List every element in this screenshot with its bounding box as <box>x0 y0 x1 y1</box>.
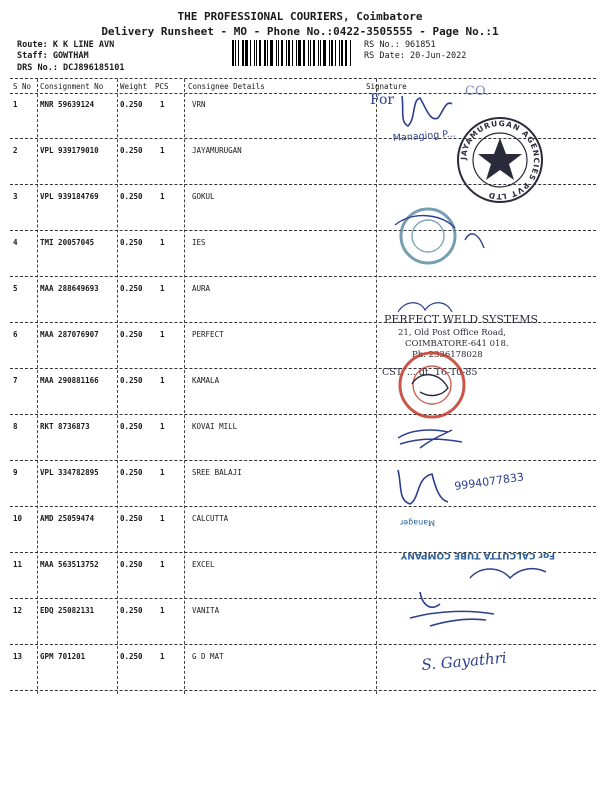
row1-for-text: For <box>370 92 395 108</box>
row8-signature <box>398 430 462 448</box>
row-pcs: 1 <box>160 606 165 615</box>
row-sno: 7 <box>13 376 18 385</box>
row-weight: 0.250 <box>120 284 143 293</box>
perfect-name: PERFECT WELD SYSTEMS <box>384 313 539 326</box>
perfect-phone: Ph. 2336178028 <box>412 350 483 360</box>
row-sno: 12 <box>13 606 23 615</box>
row-consignment-no: MNR 59639124 <box>40 100 95 109</box>
calcutta-company-text: For CALCUTTA TUBE COMPANY <box>400 550 555 560</box>
perfect-cst: CST. ... dt. 16-10-85 <box>382 367 478 378</box>
row-weight: 0.250 <box>120 606 143 615</box>
row1-designation: Managing P... <box>392 128 456 144</box>
row-weight: 0.250 <box>120 238 143 247</box>
jayamurugan-seal-text: JAYAMURUGAN AGENCIES PVT LTD <box>458 118 542 202</box>
runsheet-subtitle: Delivery Runsheet - MO - Phone No.:0422-3505555 - Page No.:1 <box>101 25 499 38</box>
rs-number: RS No.: 961851 <box>364 40 436 50</box>
row-pcs: 1 <box>160 192 165 201</box>
col-header-pcs: PCS <box>155 82 169 91</box>
row11-signature <box>470 569 546 578</box>
row-consignment-no: GPM 701201 <box>40 652 86 661</box>
row-sno: 11 <box>13 560 23 569</box>
row-consignment-no: MAA 563513752 <box>40 560 99 569</box>
row12-signature <box>410 592 494 626</box>
row-consignee: JAYAMURUGAN <box>192 146 242 155</box>
row-consignment-no: VPL 939179010 <box>40 146 99 155</box>
row-consignee: SREE BALAJI <box>192 468 242 477</box>
row-sno: 13 <box>13 652 23 661</box>
row-sno: 10 <box>13 514 23 523</box>
row-consignment-no: EDQ 25082131 <box>40 606 95 615</box>
col-header-consignment: Consignment No <box>40 82 104 91</box>
perfect-addr1: 21, Old Post Office Road, <box>398 328 506 338</box>
row-weight: 0.250 <box>120 146 143 155</box>
row-sno: 2 <box>13 146 18 155</box>
row-consignee: AURA <box>192 284 211 293</box>
col-header-consignee: Consignee Details <box>188 82 265 91</box>
row-pcs: 1 <box>160 284 165 293</box>
row-pcs: 1 <box>160 238 165 247</box>
drs-number: DRS No.: DCJ896185101 <box>17 63 125 73</box>
row-consignment-no: TMI 20057045 <box>40 238 95 247</box>
row9-phone: 9994077833 <box>453 470 525 493</box>
row-consignment-no: MAA 290881166 <box>40 376 99 385</box>
row-pcs: 1 <box>160 376 165 385</box>
jayamurugan-seal <box>458 118 542 202</box>
row-consignment-no: RKT 8736873 <box>40 422 90 431</box>
row-consignee: VANITA <box>192 606 220 615</box>
col-header-sno: S No <box>13 82 32 91</box>
row4-stamp <box>395 209 484 263</box>
company-title: THE PROFESSIONAL COURIERS, Coimbatore <box>177 10 423 23</box>
route-label: Route: K K LINE AVN <box>17 40 115 50</box>
row1-co-text: CO. <box>465 84 489 99</box>
perfect-addr2: COIMBATORE-641 018. <box>405 339 509 349</box>
staff-label: Staff: GOWTHAM <box>17 51 89 61</box>
row-pcs: 1 <box>160 652 165 661</box>
calcutta-manager-text: Manager <box>399 518 435 527</box>
row13-signature: S. Gayathri <box>420 648 508 674</box>
col-header-weight: Weight <box>120 82 148 91</box>
row-consignee: VRN <box>192 100 206 109</box>
row-sno: 8 <box>13 422 18 431</box>
row-weight: 0.250 <box>120 100 143 109</box>
row-consignee: G D MAT <box>192 652 224 661</box>
row-pcs: 1 <box>160 468 165 477</box>
row-consignee: GOKUL <box>192 192 215 201</box>
row-sno: 1 <box>13 100 18 109</box>
rs-date: RS Date: 20-Jun-2022 <box>364 51 467 61</box>
row-pcs: 1 <box>160 330 165 339</box>
col-header-signature: Signature <box>366 82 407 91</box>
row-sno: 5 <box>13 284 18 293</box>
row1-signature <box>402 96 452 126</box>
row-pcs: 1 <box>160 146 165 155</box>
perfect-weld-stamp <box>382 303 538 417</box>
row-weight: 0.250 <box>120 514 143 523</box>
row-consignee: IES <box>192 238 206 247</box>
row-sno: 3 <box>13 192 18 201</box>
calcutta-stamp <box>399 518 555 560</box>
row-weight: 0.250 <box>120 192 143 201</box>
row-weight: 0.250 <box>120 560 143 569</box>
row-consignee: EXCEL <box>192 560 215 569</box>
row-consignment-no: MAA 288649693 <box>40 284 99 293</box>
row-pcs: 1 <box>160 560 165 569</box>
row-consignment-no: AMD 25059474 <box>40 514 95 523</box>
row9-signature <box>398 470 448 504</box>
row-weight: 0.250 <box>120 652 143 661</box>
row-pcs: 1 <box>160 100 165 109</box>
row-consignee: PERFECT <box>192 330 224 339</box>
row-consignment-no: MAA 287076907 <box>40 330 99 339</box>
row-consignment-no: VPL 334782895 <box>40 468 99 477</box>
row-pcs: 1 <box>160 422 165 431</box>
row-weight: 0.250 <box>120 468 143 477</box>
row-consignee: KAMALA <box>192 376 220 385</box>
row-pcs: 1 <box>160 514 165 523</box>
row-sno: 4 <box>13 238 18 247</box>
row-sno: 9 <box>13 468 18 477</box>
row-consignment-no: VPL 939184769 <box>40 192 99 201</box>
row-consignee: KOVAI MILL <box>192 422 238 431</box>
row-sno: 6 <box>13 330 18 339</box>
row-weight: 0.250 <box>120 376 143 385</box>
row-consignee: CALCUTTA <box>192 514 229 523</box>
row-weight: 0.250 <box>120 330 143 339</box>
row-weight: 0.250 <box>120 422 143 431</box>
